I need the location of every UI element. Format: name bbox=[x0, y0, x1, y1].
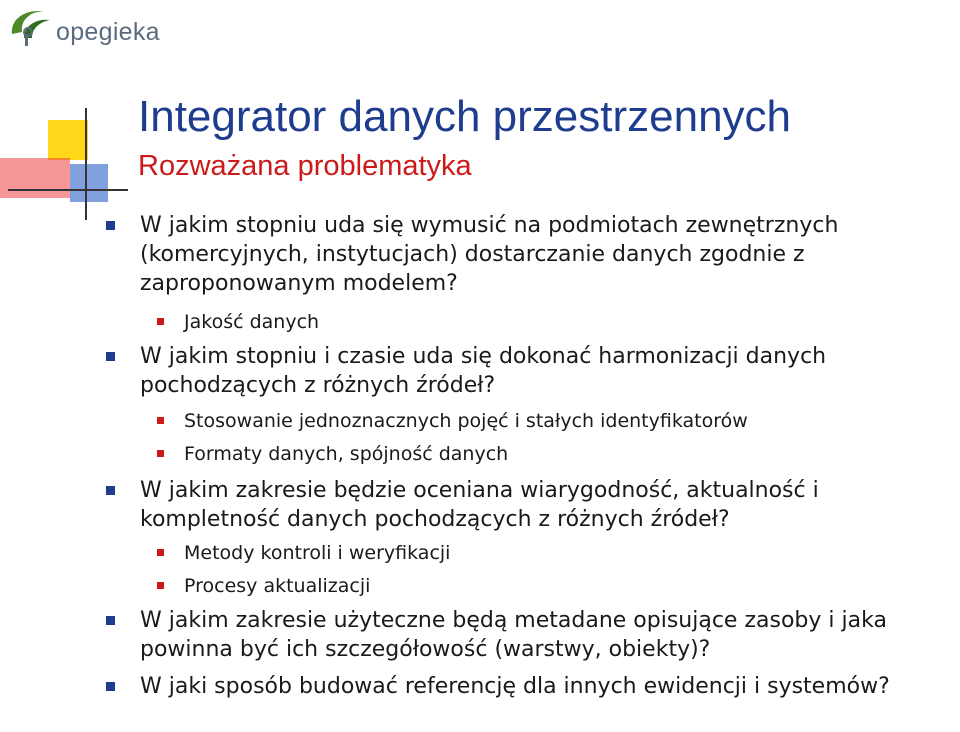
sub-bullet-marker bbox=[157, 450, 164, 457]
list-item-text: Formaty danych, spójność danych bbox=[184, 443, 509, 465]
logo-text: opegieka bbox=[56, 18, 160, 46]
list-item bbox=[184, 540, 954, 566]
logo-swoosh-icon bbox=[6, 4, 56, 48]
list-item bbox=[140, 342, 955, 400]
sub-bullet-marker bbox=[157, 318, 164, 325]
list-item-text: W jakim zakresie użyteczne będą metadane opisujące zasoby i jaka powinna być ich szczegółowość (warstwy, obiekty)? bbox=[140, 608, 887, 662]
list-item bbox=[140, 211, 955, 298]
list-item bbox=[184, 408, 954, 434]
sub-bullet-marker bbox=[157, 582, 164, 589]
list-item-text: W jakim stopniu uda się wymusić na podmiotach zewnętrznych (komercyjnych, instytucjach) dostarczanie danych zgodnie z zaproponowanym modelem? bbox=[140, 213, 839, 296]
list-item-text: Procesy aktualizacji bbox=[184, 575, 371, 597]
decorative-squares bbox=[0, 100, 140, 230]
company-logo bbox=[6, 4, 176, 48]
list-item-text: W jakim stopniu i czasie uda się dokonać harmonizacji danych pochodzących z różnych źródeł? bbox=[140, 344, 827, 398]
page-subtitle: Rozważana problematyka bbox=[138, 150, 472, 182]
list-item-text: W jakim zakresie będzie oceniana wiarygodność, aktualność i kompletność danych pochodzących z różnych źródeł? bbox=[140, 478, 819, 532]
list-item-text: Metody kontroli i weryfikacji bbox=[184, 542, 451, 564]
list-item bbox=[140, 606, 955, 664]
list-item-text: W jaki sposób budować referencję dla innych ewidencji i systemów? bbox=[140, 674, 890, 699]
bullet-marker bbox=[106, 352, 115, 361]
bullet-marker bbox=[106, 221, 115, 230]
bullet-marker bbox=[106, 682, 115, 691]
sub-bullet-marker bbox=[157, 549, 164, 556]
list-item bbox=[140, 476, 955, 534]
page-title: Integrator danych przestrzennych bbox=[138, 92, 792, 141]
list-item bbox=[184, 309, 954, 335]
list-item bbox=[140, 672, 955, 701]
list-item bbox=[184, 441, 954, 467]
list-item-text: Jakość danych bbox=[184, 311, 320, 333]
bullet-marker bbox=[106, 616, 115, 625]
sub-bullet-marker bbox=[157, 417, 164, 424]
bullet-marker bbox=[106, 486, 115, 495]
list-item bbox=[184, 573, 954, 599]
list-item-text: Stosowanie jednoznacznych pojęć i stałych identyfikatorów bbox=[184, 410, 748, 432]
